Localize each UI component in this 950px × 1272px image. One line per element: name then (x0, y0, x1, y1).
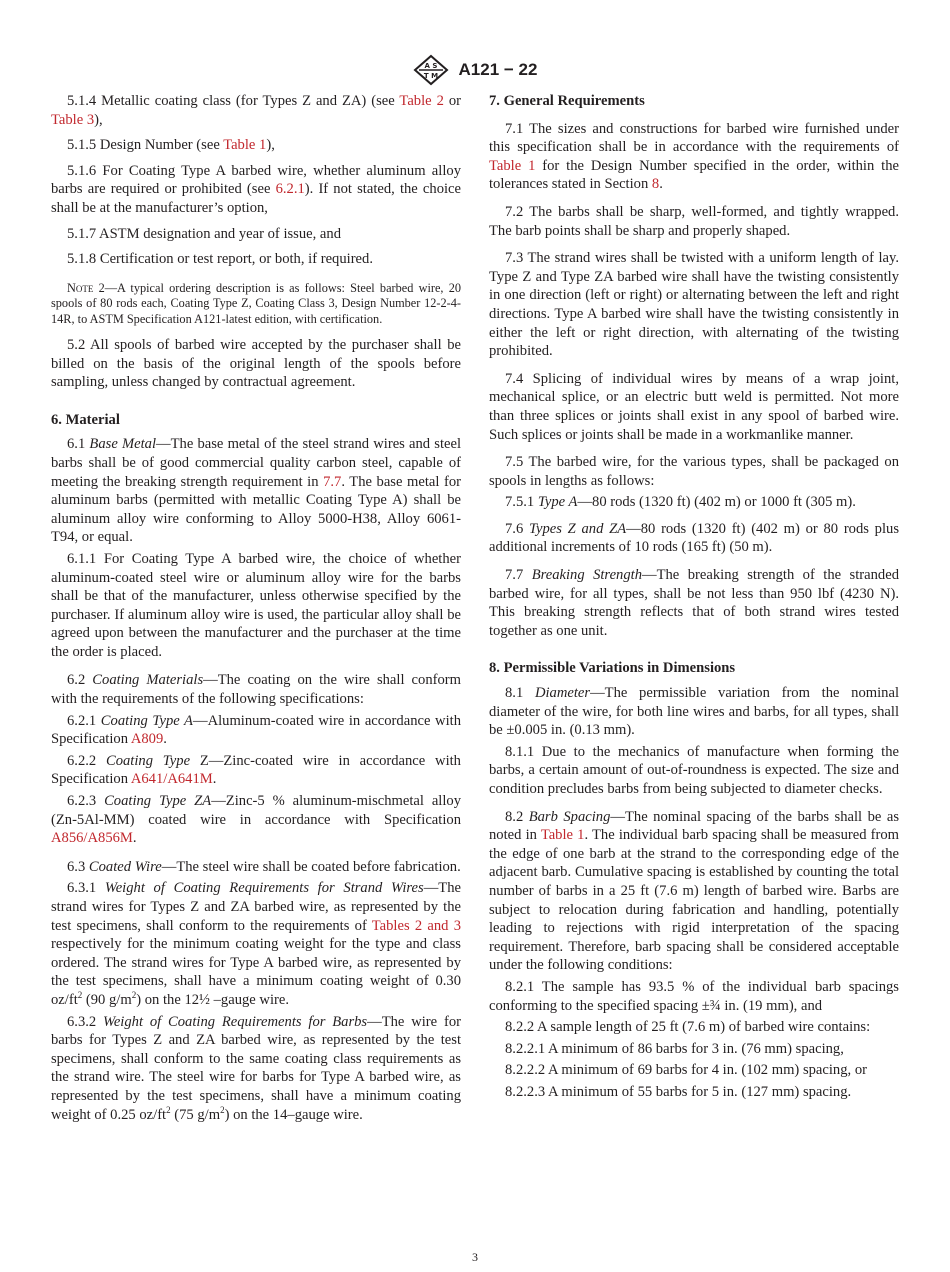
left-column (51, 92, 461, 1124)
clause-6-2-2: 6.2.2 Coating Type Z—Zinc-coated wire in accordance with Specification A641/A641M. (51, 752, 461, 788)
page-header (0, 54, 950, 86)
section-8-heading: 8. Permissible Variations in Dimensions (489, 660, 736, 677)
clause-5-1-7: 5.1.7 ASTM designation and year of issue, and (67, 225, 341, 242)
svg-text:T M: T M (423, 72, 438, 80)
link-table-1[interactable]: Table 1 (223, 137, 267, 154)
clause-8-1-1: 8.1.1 Due to the mechanics of manufacture when forming the barbs, a certain amount of out-of-roundness is expected. The size and condition precludes barbs from being subjected to diameter checks. (489, 743, 899, 797)
link-table-1[interactable]: Table 1 (489, 157, 536, 174)
link-table-2[interactable]: Table 2 (399, 93, 444, 109)
section-6-heading: 6. Material (51, 411, 120, 428)
clause-7-5-1: 7.5.1 Type A—80 rods (1320 ft) (402 m) or 1000 ft (305 m). (505, 494, 856, 511)
link-a809[interactable]: A809 (130, 731, 164, 748)
clause-7-4: 7.4 Splicing of individual wires by means of a wrap joint, mechanical splice, or an electric butt weld is permitted. Not more than three splices or joints shall exist in any spool of barbed wire. Such splices or joints shall be made in a workmanlike manner. (489, 370, 899, 443)
clause-8-1: 8.1 Diameter—The permissible variation from the nominal diameter of the wire, for both line wires and barbs, for all types, shall be ±0.005 in. (0.13 mm). (489, 685, 899, 739)
clause-6-1: 6.1 Base Metal—The base metal of the steel strand wires and steel barbs shall be of good commercial quality carbon steel, capable of meeting the breaking strength requirement in 7.7. The base metal for aluminum barbs (permitted with metallic Coating Type A) shall be aluminum alloy wire conforming to Alloy 5000-H38, Alloy 6061-T94, or equal. (51, 436, 462, 546)
link-7-7[interactable]: 7.7 (323, 473, 342, 490)
clause-5-2: 5.2 All spools of barbed wire accepted by the purchaser shall be billed on the basis of the original length of the spools before sampling, unless changed by contractual agreement. (51, 336, 461, 391)
section-7-heading: 7. General Requirements (489, 93, 645, 109)
clause-6-3: 6.3 Coated Wire—The steel wire shall be coated before fabrication. (67, 858, 461, 875)
clause-7-3: 7.3 The strand wires shall be twisted with a uniform length of lay. Type Z and Type ZA barbed wire shall have the twisting consistently in one direction (left or right) or alternating between the left and right directions. Type A barbed wire shall have the twisting consistently in either the left or right direction, with alternating of the twisting prohibited. (489, 250, 899, 360)
clause-8-2: 8.2 Barb Spacing—The nominal spacing of the barbs shall be as noted in Table 1. The individual barb spacing shall be measured from the edge of one barb at the strand to the corresponding edge of the adjacent barb. Cumulative spacing is established by counting the total number of barbs in a 25 ft (7.6 m) length of barbed wire. Barbs are subject to relocation during fabrication and handling, potentially leading to rejections with rigid interpretation of the spacing requirement. Therefore, barb spacing shall be considered acceptable under the following conditions: (489, 808, 900, 974)
link-6-2-1[interactable]: 6.2.1 (275, 181, 305, 198)
clause-7-2: 7.2 The barbs shall be sharp, well-formed, and tightly wrapped. The barb points shall be sharp and properly shaped. (489, 203, 899, 239)
clause-7-7: 7.7 Breaking Strength—The breaking strength of the stranded barbed wire, for all types, shall be not less than 950 lbf (4230 N). This breaking strength reflects that of both strand wires tested together as one unit. (489, 567, 899, 639)
clause-6-2-1: 6.2.1 Coating Type A—Aluminum-coated wire in accordance with Specification A809. (51, 712, 461, 748)
document-designation: A121 − 22 (458, 60, 538, 79)
clause-5-1-6: 5.1.6 For Coating Type A barbed wire, whether aluminum alloy barbs are required or prohibited (see 6.2.1). If not stated, the choice shall be at the manufacturer’s option, (51, 162, 462, 216)
clause-8-2-1: 8.2.1 The sample has 93.5 % of the individual barb spacings conforming to the specified spacing ±¾ in. (19 mm), and (489, 978, 899, 1014)
clause-8-2-2: 8.2.2 A sample length of 25 ft (7.6 m) of barbed wire contains: (505, 1019, 871, 1036)
clause-8-2-2-1: 8.2.2.1 A minimum of 86 barbs for 3 in. (76 mm) spacing, (505, 1040, 844, 1057)
right-column (489, 92, 899, 1102)
svg-text:A S: A S (424, 62, 437, 70)
clause-7-1: 7.1 The sizes and constructions for barbed wire furnished under this specification shall be in accordance with the requirements of Table 1 for the Design Number specified in the order, within the tolerances stated in Section 8. (489, 120, 899, 193)
clause-5-1-8: 5.1.8 Certification or test report, or both, if required. (67, 251, 373, 268)
clause-5-1-5: 5.1.5 Design Number (see Table 1), (67, 137, 275, 154)
clause-6-3-2: 6.3.2 Weight of Coating Requirements for Barbs—The wire for barbs for Types Z and ZA barbed wire, as represented by the test specimens, shall conform to the same coating class requirements as the strand wire. The steel wire for barbs for Type A barbed wire, as represented by the test specimens, shall have a minimum coating weight of 0.25 $oz/ft^2$ (75 $g/m^2$) on the 14–gauge wire. (51, 1013, 461, 1123)
link-table-1[interactable]: Table 1 (540, 827, 585, 844)
link-tables-2-3[interactable]: Tables 2 and 3 (371, 917, 461, 934)
clause-6-3-1: 6.3.1 Weight of Coating Requirements for Strand Wires—The strand wires for Types Z and ZA barbed wire, as represented by the test specimens, shall conform to the requirements of Tables 2 and 3 respectively for the minimum coating weight for the type and class ordered. The strand wires for Type A barbed wire, as represented by the test specimens, shall have a minimum coating weight of 0.30 $oz/ft^2$ (90 $g/m^2$) on the 12½ –gauge wire. (51, 880, 461, 1008)
link-a641[interactable]: A641/A641M (130, 771, 213, 788)
link-table-3[interactable]: Table 3 (51, 111, 95, 128)
link-section-8[interactable]: 8 (651, 176, 660, 193)
clause-5-1-4: 5.1.4 Metallic coating class (for Types Z and ZA) (see Table 2 or Table 3), (51, 93, 461, 128)
astm-logo-icon (413, 54, 449, 86)
clause-7-6: 7.6 Types Z and ZA—80 rods (1320 ft) (402 m) or 80 rods plus additional increments of 10 rods (165 ft) (50 m). (489, 520, 899, 556)
clause-6-2: 6.2 Coating Materials—The coating on the wire shall conform with the requirements of the following specifications: (51, 672, 461, 708)
clause-6-1-1: 6.1.1 For Coating Type A barbed wire, the choice of whether aluminum-coated steel wire or aluminum alloy wire for the barbs shall be that of the manufacturer, unless otherwise specified by the purchaser. If aluminum alloy wire is used, the particular alloy shall be agreed upon between the manufacturer and the purchaser at the time the order is placed. (51, 550, 461, 660)
clause-6-2-3: 6.2.3 Coating Type ZA—Zinc-5 % aluminum-mischmetal alloy (Zn-5Al-MM) coated wire in accordance with Specification A856/A856M. (51, 793, 461, 847)
clause-8-2-2-3: 8.2.2.3 A minimum of 55 barbs for 5 in. (127 mm) spacing. (505, 1083, 852, 1100)
link-a856[interactable]: A856/A856M (51, 830, 133, 847)
clause-8-2-2-2: 8.2.2.2 A minimum of 69 barbs for 4 in. (102 mm) spacing, or (505, 1062, 867, 1079)
clause-7-5: 7.5 The barbed wire, for the various types, shall be packaged on spools in lengths as follows: (489, 454, 899, 489)
page-number: 3 (472, 1250, 478, 1264)
note-2: Note 2—A typical ordering description is as follows: Steel barbed wire, 20 spools of 80 rods each, Coating Type Z, Coating Class 3, Design Number 12-2-4-14R, to ASTM Specification A121-latest edition, with certification. (51, 280, 461, 326)
